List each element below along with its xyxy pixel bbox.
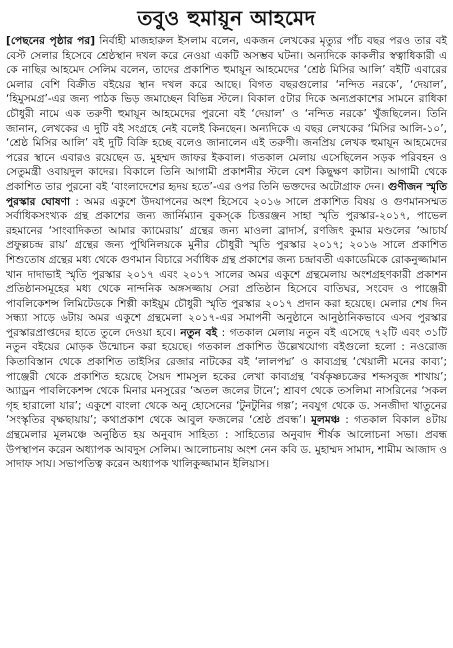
award-heading: গুণীজন স্মৃতি পুরস্কার ঘোষণা xyxy=(6,180,447,208)
new-books-heading: নতুন বই xyxy=(180,326,218,339)
article-paragraph xyxy=(6,34,447,472)
article-text-4: : গতকাল বিকাল ৪টায় গ্রন্থমেলার মূলমঞ্চে অনুষ্ঠিত হয় অনুবাদ সাহিত্য : সাহিত্যের অনুবাদ শীর্ষক আলোচনা সভা। প্রবন্ধ উপস্থাপন করেন অধ্যাপক আবদুস সেলিম। আলোচনায় অংশ নেন কবি ড. মুহাম্মদ সামাদ, শামীম আজাদ ও সাদাফ সায। সভাপতিত্ব করেন অধ্যাপক খালিকুজ্জামান ইলিয়াস। xyxy=(6,414,447,471)
article-body xyxy=(6,34,447,472)
article-text-3: : গতকাল মেলায় নতুন বই এসেছে ৭২টি এবং ৩১টি নতুন বইয়ের মোড়ক উন্মোচন করা হয়েছে। গতকাল প্রকাশিত উল্লেখযোগ্য বইগুলো হলো : নওরোজ কিতাবিস্তান থেকে প্রকাশিত তাইসির রেজার নাটকের বই ‘লালপদ্ম’ ও কাব্যগ্রন্থ ‘খেয়ালী মনের কাব্য’; পাঞ্জেরী থেকে প্রকাশিত হয়েছে সৈয়দ শামসুল হকের লেখা কাব্যগ্রন্থ ‘বর্ষকৃষ্ণচক্রের শব্দসবুজ শাখায়’; অ্যাড্রন পাবলিকেশন্স থেকে মিনার মনসুরের ‘অতল জলের টানে’; শ্রাবণ থেকে তসলিমা নাসরিনের ‘সকল গৃহ হারালো যার’; একুশে বাংলা থেকে অনু হোসেনের ‘টুনটুনির গল্প’; নবযুগ থেকে ড. সনজীদা খাতুনের ‘সংস্কৃতির বৃক্ষছায়ায়’; কথাপ্রকাশ থেকে আবুল ফজলের ‘শ্রেষ্ঠ প্রবন্ধ’। xyxy=(6,326,447,427)
main-stage-heading: মূলমঞ্চ xyxy=(311,414,340,427)
continued-label: [পেছনের পৃষ্ঠার পর] xyxy=(6,35,96,47)
article-text-2: : অমর একুশে উদযাপনের অংশ হিসেবে ২০১৬ সালে প্রকাশিত বিষয় ও গুণমানসম্মত সর্বাধিকসংখ্যক গ্রন্থ প্রকাশের জন্য জার্নিম্যান বুকস্‌কে চিত্তরঞ্জন সাহা স্মৃতি পুরস্কার-২০১৭, পাভেল রহমানের ‘সাংবাদিকতা আমার ক্যামেরায়’ গ্রন্থের জন্য মাওলা ব্রাদার্স, রণজিৎ কুমার মণ্ডলের ‘আচার্য প্রফুল্লচন্দ্র রায়’ গ্রন্থের জন্য পুথিনিলয়কে মুনীর চৌধুরী স্মৃতি পুরস্কার ২০১৭; ২০১৬ সালে প্রকাশিত শিশুতোষ গ্রন্থের মধ্য থেকে গুণমান বিচারে সর্বাধিক গ্রন্থ প্রকাশের জন্য চন্দ্রাবতী একাডেমিকে রোকনুজ্জামান খান দাদাভাই স্মৃতি পুরস্কার ২০১৭ এবং ২০১৭ সালের অমর একুশে গ্রন্থমেলায় অংশগ্রহণকারী প্রকাশন প্রতিষ্ঠানসমূহের মধ্য থেকে নান্দনিক অঙ্গসজ্জায় সেরা প্রতিষ্ঠান হিসেবে বাতিঘর, সংবেদ ও পাঞ্জেরী পাবলিকেশন্স লিমিটেডকে শিল্পী কাইয়ুম চৌধুরী স্মৃতি পুরস্কার ২০১৭ প্রদান করা হয়েছে। মেলার শেষ দিন সন্ধ্যা সাড়ে ৬টায় অমর একুশে গ্রন্থমেলা ২০১৭-এর সমাপনী অনুষ্ঠানে আনুষ্ঠানিকভাবে এসব পুরস্কার পুরস্কারপ্রাপ্তদের হাতে তুলে দেওয়া হবে। xyxy=(6,195,447,339)
headline: তবুও হুমায়ূন আহমেদ xyxy=(137,6,316,30)
article-text-1: নির্বাহী মাজহারুল ইসলাম বলেন, একজন লেখকের মৃত্যুর পাঁচ বছর পরও তার বই বেস্ট সেলার হিসেবে শ্রেষ্ঠস্থান দখল করে নেওয়া একটি অসম্ভব ঘটনা। অন্যদিকে কাকলীর স্বত্বাধিকারী এ কে নাছির আহমেদ সেলিম বলেন, তাদের প্রকাশিত হুমায়ূন আহমেদের ‘শ্রেষ্ঠ মিসির আলি’ বইটি এবারের মেলার বেশি বিক্রীত বইয়ের স্থান দখল করে আছে। বিগত বছরগুলোর ‘নন্দিত নরকে’, ‘দেয়াল’, ‘হিমুসমগ্র’-এর জন্য পাঠক ভিড় জমাচ্ছেন বিভিন্ন স্টলে। বিকাল ৫টার দিকে অন্যপ্রকাশের সামনে রাধিকা চৌধুরী নামে এক তরুণী হুমায়ূন আহমেদের পুরনো বই ‘দেয়াল’ ও ‘নন্দিত নরকে’ খুঁজছিলেন। তিনি জানান, লেখকের এ দুটি বই সংগ্রহে নেই বলেই কিনছেন। অন্যদিকে এ বছর লেখকের ‘মিসির আলি-১০’, ‘শ্রেষ্ঠ মিসির আলি’ বই দুটি বিক্রি হচ্ছে বলেও জানালেন এই তরুণী। জনপ্রিয় লেখক হুমায়ূন আহমেদের পরের স্থানে এবারও রয়েছেন ড. মুহম্মদ জাফর ইকবাল। গতকাল মেলায় এসেছিলেন সড়ক পরিবহন ও সেতুমন্ত্রী ওবায়দুল কাদের। বিকালে তিনি আগামী প্রকাশনীর স্টলে বেশ কিছুক্ষণ কাটান। আগামী থেকে প্রকাশিত তার পুরনো বই ‘বাংলাদেশের হৃদয় হতে’-এর ওপর তিনি ভক্তদের অটোগ্রাফ দেন। xyxy=(6,35,448,193)
